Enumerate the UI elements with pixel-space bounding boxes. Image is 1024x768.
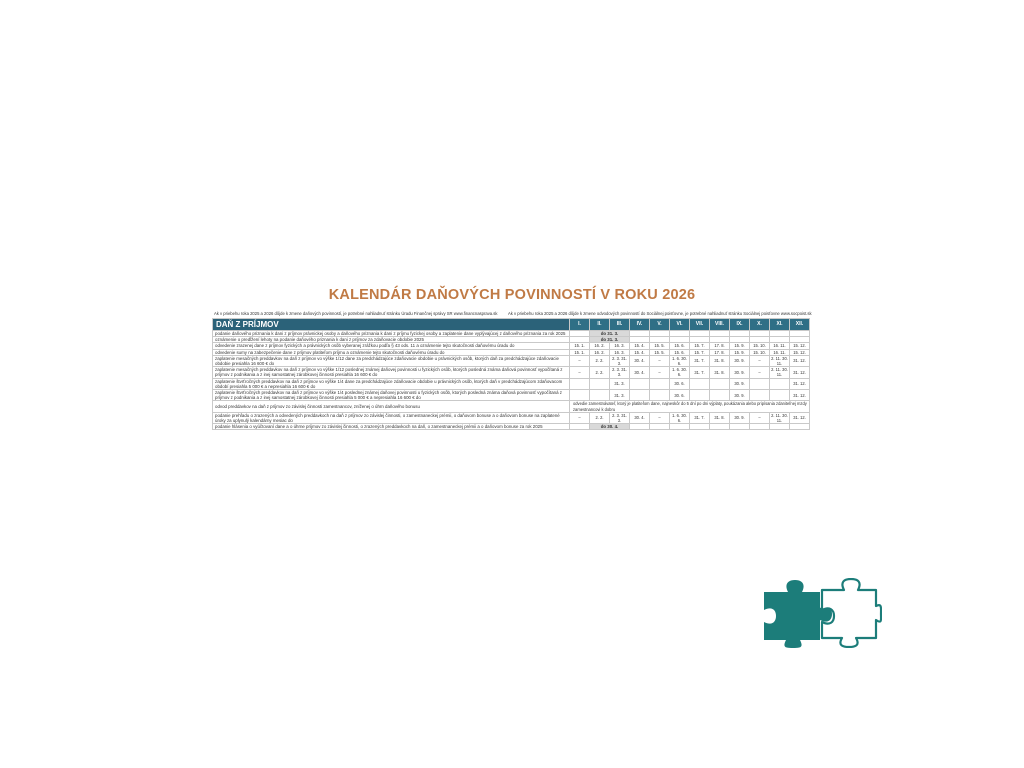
obligation-label: odvedenie zrazenej dane z príjmov fyzických a právnických osôb vyberanej zrážkou podľa § 43 ods. 11 a oznámenie tejto skutočnosti daňovému úradu do (213, 343, 570, 349)
deadline-cell: 15. 4. (630, 343, 650, 349)
deadline-cell: 31. 7. (690, 367, 710, 378)
deadline-cell: 30. 9. (730, 412, 750, 423)
deadline-cell: 16. 11. (770, 349, 790, 355)
month-header: IX. (730, 319, 750, 331)
table-row (213, 378, 810, 389)
month-cell (650, 424, 670, 430)
deadline-cell: 15. 1. (570, 343, 590, 349)
deadline-cell: 31. 12. (790, 355, 810, 366)
deadline-cell: 31. 7. (690, 412, 710, 423)
deadline-cell: 15. 5. (650, 343, 670, 349)
deadline-cell: 16. 3. (610, 349, 630, 355)
deadline-cell: 1. 6. 30. 6. (670, 355, 690, 366)
deadline-cell (630, 378, 650, 389)
deadline-cell: 15. 10. (750, 349, 770, 355)
table-row (213, 424, 810, 430)
deadline-cell: 31. 12. (790, 412, 810, 423)
deadline-cell: 15. 12. (790, 349, 810, 355)
deadline-cell: 16. 2. (590, 349, 610, 355)
deadline-cell: 30. 4. (630, 367, 650, 378)
month-cell (710, 424, 730, 430)
note-financial-admin: Ak v priebehu roka 2025 a 2026 dôjde k zmene daňových povinností, je potrebné nahliadnuť stránku Úradu Finančnej správy SR www.financnasprava.sk (214, 311, 498, 316)
deadline-cell: – (570, 367, 590, 378)
deadline-cell: 31. 12. (790, 390, 810, 401)
month-header: XI. (770, 319, 790, 331)
deadline-cell: 1. 6. 30. 6. (670, 412, 690, 423)
month-cell (750, 424, 770, 430)
deadline-cell: – (570, 355, 590, 366)
deadline-cell: 31. 12. (790, 378, 810, 389)
month-cell (670, 424, 690, 430)
deadline-cell: 15. 4. (630, 349, 650, 355)
deadline-cell: 15. 6. (670, 343, 690, 349)
deadline-cell: – (750, 355, 770, 366)
deadline-cell (750, 390, 770, 401)
deadline-cell: – (750, 412, 770, 423)
deadline-cell: 15. 12. (790, 343, 810, 349)
obligation-label: odvod preddavkov na daň z príjmov zo závislej činnosti zamestnancov, zníženej o úhrn daňového bonusu (213, 401, 570, 412)
deadline-cell: – (650, 412, 670, 423)
deadline-cell: 2. 2. (590, 412, 610, 423)
deadline-cell: 31. 3. (610, 378, 630, 389)
obligation-label: podanie daňového priznania k dani z príjmov právnickej osoby a daňového priznania k dani z príjmu fyzickej osoby a zaplatenie dane vyplývajúcej z daňového priznania za rok 2025 (213, 331, 570, 337)
month-header: VII. (690, 319, 710, 331)
month-cell (730, 424, 750, 430)
deadline-cell: 1. 6. 30. 6. (670, 367, 690, 378)
deadline-cell (570, 378, 590, 389)
deadline-cell: 2. 11. 30. 11. (771, 412, 788, 424)
obligation-label: zaplatenie štvrťročných preddavkov na daň z príjmov vo výške 1/4 dane za predchádzajúce zdaňovacie obdobie u právnických osôb, ktorých daň v predchádzajúcom zdaňovacom období presiahla 5 000 € a nepresiahla 16 600 € do (213, 378, 570, 389)
deadline-cell: 2. 2. (590, 355, 610, 366)
deadline-cell: 30. 9. (730, 355, 750, 366)
deadline-span: do 31. 3. (590, 337, 630, 343)
table-row (213, 355, 810, 366)
deadline-cell: 2. 3. 31. 3. (610, 412, 630, 423)
deadline-cell: 17. 8. (710, 343, 730, 349)
deadline-cell (570, 390, 590, 401)
note-social-insurance: Ak v priebehu roka 2025 a 2026 dôjde k zmene odvodových povinností do Sociálnej poisťovne, je potrebné nahliadnuť stránku Sociálnej poisťovne www.socpoist.sk (508, 311, 812, 316)
deadline-cell (590, 390, 610, 401)
deadline-cell (750, 378, 770, 389)
month-cell (690, 424, 710, 430)
deadline-cell: 17. 8. (710, 349, 730, 355)
month-header: X. (750, 319, 770, 331)
deadline-cell: 2. 11. 30. 11. (771, 367, 788, 378)
deadline-cell: 15. 9. (730, 349, 750, 355)
obligation-label: podanie prehľadu o zrazených a odvedených preddavkoch na daň z príjmov zo závislej činnosti, o zamestnaneckej prémii, o daňovom bonuse a o daňovom bonuse na zaplatené úroky za uplynulý kalendárny mesiac do (213, 412, 570, 423)
deadline-cell: 31. 7. (690, 355, 710, 366)
deadline-cell (770, 378, 790, 389)
month-cell (790, 424, 810, 430)
table-row (213, 343, 810, 349)
page-title: KALENDÁR DAŇOVÝCH POVINNOSTÍ V ROKU 2026 (328, 287, 696, 303)
deadline-cell: 30. 4. (630, 355, 650, 366)
deadline-cell: – (750, 367, 770, 378)
deadline-cell (590, 378, 610, 389)
deadline-span: do 31. 3. (590, 331, 630, 337)
obligation-label: oznámenie o predĺžení lehoty na podanie daňového priznania k dani z príjmov za zdaňovacie obdobie 2025 (213, 337, 570, 343)
deadline-span: do 30. 4. (590, 424, 630, 430)
deadline-cell: – (570, 412, 590, 423)
deadline-cell: 15. 9. (730, 343, 750, 349)
table-body (213, 331, 810, 430)
deadline-cell: 15. 5. (650, 349, 670, 355)
month-header: V. (650, 319, 670, 331)
month-header: IV. (630, 319, 650, 331)
deadline-cell: 30. 6. (670, 390, 690, 401)
obligation-label: zaplatenie mesačných preddavkov na daň z príjmov vo výške 1/12 dane za predchádzajúce zdaňovacie obdobie u právnických osôb, ktorých daň za predchádzajúce zdaňovacie obdobie presiahla 16 600 € do (213, 355, 570, 366)
tax-calendar-table (212, 318, 810, 430)
deadline-cell: 30. 9. (730, 378, 750, 389)
deadline-cell: 15. 7. (690, 343, 710, 349)
deadline-cell: 30. 6. (670, 378, 690, 389)
calendar-sheet (212, 318, 809, 430)
month-header: VIII. (710, 319, 730, 331)
table-row (213, 401, 810, 412)
deadline-cell: 16. 2. (590, 343, 610, 349)
deadline-cell (650, 378, 670, 389)
deadline-cell: 15. 1. (570, 349, 590, 355)
deadline-cell: 15. 7. (690, 349, 710, 355)
section-heading: DAŇ Z PRÍJMOV (213, 319, 570, 331)
obligation-label: zaplatenie mesačných preddavkov na daň z príjmov vo výške 1/12 poslednej známej daňovej povinnosti u fyzických osôb, ktorých posledná známa daňová povinnosť vypočítaná z príjmov z podnikania a z inej samostatnej zárobkovej činnosti presiahla 16 600 € do (213, 367, 570, 378)
table-row (213, 412, 810, 423)
month-header: II. (590, 319, 610, 331)
table-row (213, 367, 810, 378)
deadline-cell: 30. 4. (630, 412, 650, 423)
month-header: I. (570, 319, 590, 331)
table-row (213, 390, 810, 401)
deadline-cell: 2. 3. 31. 3. (610, 355, 630, 366)
month-cell (630, 424, 650, 430)
deadline-cell: – (650, 367, 670, 378)
deadline-cell (650, 390, 670, 401)
deadline-cell (770, 390, 790, 401)
deadline-cell: 15. 10. (750, 343, 770, 349)
deadline-cell: 16. 11. (770, 343, 790, 349)
deadline-cell (690, 378, 710, 389)
deadline-cell: 31. 12. (790, 367, 810, 378)
deadline-cell: 2. 2. (590, 367, 610, 378)
deadline-cell: 2. 11. 30. 11. (771, 355, 788, 367)
deadline-cell: 31. 3. (610, 390, 630, 401)
deadline-cell (690, 390, 710, 401)
deadline-cell: 2. 3. 31. 3. (610, 367, 630, 378)
deadline-cell: 31. 8. (710, 367, 730, 378)
deadline-cell (710, 378, 730, 389)
puzzle-pieces-icon (760, 578, 882, 648)
month-cell (570, 424, 590, 430)
month-header: XII. (790, 319, 810, 331)
month-header: III. (610, 319, 630, 331)
deadline-note: odvedie zamestnávateľ, ktorý je platiteľom dane, najneskôr do 5 dní po dni výplaty, poukázania alebo pripísania zdaniteľnej mzdy zamestnancovi k dobru (570, 401, 810, 412)
deadline-cell: 16. 3. (610, 343, 630, 349)
deadline-cell: 30. 9. (730, 390, 750, 401)
deadline-cell: 31. 8. (710, 355, 730, 366)
deadline-cell: 15. 6. (670, 349, 690, 355)
deadline-cell (710, 390, 730, 401)
month-header: VI. (670, 319, 690, 331)
obligation-label: odvedenie sumy na zabezpečenie dane z príjmov platiteľom príjmu a oznámenie tejto skutočnosti daňovému úradu do (213, 349, 570, 355)
month-cell (770, 424, 790, 430)
obligation-label: zaplatenie štvrťročných preddavkov na daň z príjmov vo výške 1/4 poslednej známej daňovej povinnosti u fyzických osôb, ktorých posledná známa daňová povinnosť vypočítaná z príjmov z podnikania a z inej samostatnej zárobkovej činnosti presiahla 5 000 € a nepresiahla 16 600 € do (213, 390, 570, 401)
deadline-cell: 31. 8. (710, 412, 730, 423)
table-header-row (213, 319, 810, 331)
deadline-cell: – (650, 355, 670, 366)
deadline-cell: 30. 9. (730, 367, 750, 378)
deadline-cell (630, 390, 650, 401)
obligation-label: podanie hlásenia o vyúčtovaní dane a o úhrne príjmov zo závislej činnosti, o zrazených preddavkoch na daň, o zamestnaneckej prémii a o daňovom bonuse za rok 2025 (213, 424, 570, 430)
